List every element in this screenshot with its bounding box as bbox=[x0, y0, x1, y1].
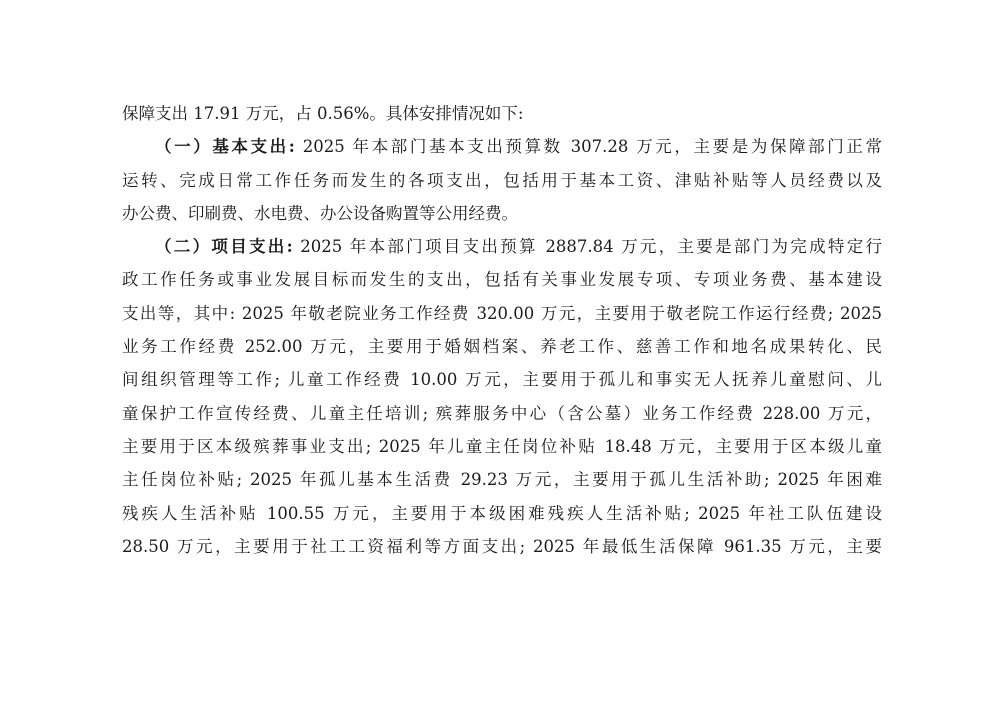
paragraph-line bbox=[122, 463, 882, 496]
body-text bbox=[122, 97, 882, 563]
line-text: 政工作任务或事业发展目标而发生的支出，包括有关事业发展专项、专项业务费、基本建设 bbox=[122, 270, 882, 290]
line-text: 运转、完成日常工作任务而发生的各项支出，包括用于基本工资、津贴补贴等人员经费以及 bbox=[122, 170, 882, 190]
line-text: 业务工作经费 252.00 万元，主要用于婚姻档案、养老工作、慈善工作和地名成果转化、民 bbox=[122, 337, 882, 357]
section-heading-basic-expenditure: （一）基本支出: bbox=[155, 137, 295, 157]
section-heading-project-expenditure: （二）项目支出: bbox=[155, 237, 293, 257]
paragraph-line bbox=[122, 230, 882, 263]
line-text: 童保护工作宣传经费、儿童主任培训; 殡葬服务中心（含公墓）业务工作经费 228.00 万元， bbox=[122, 403, 882, 423]
line-text: 2025 年本部门项目支出预算 2887.84 万元，主要是部门为完成特定行 bbox=[292, 237, 882, 257]
line-text: 主任岗位补贴; 2025 年孤儿基本生活费 29.23 万元，主要用于孤儿生活补助; 2025 年困难 bbox=[122, 470, 882, 490]
line-text: 2025 年本部门基本支出预算数 307.28 万元，主要是为保障部门正常 bbox=[294, 137, 882, 157]
line-text: 28.50 万元，主要用于社工工资福利等方面支出; 2025 年最低生活保障 961.35 万元，主要 bbox=[122, 536, 882, 556]
paragraph-line bbox=[122, 130, 882, 163]
paragraph-line bbox=[122, 363, 882, 396]
line-text: 保障支出 17.91 万元，占 0.56%。具体安排情况如下: bbox=[122, 104, 524, 123]
paragraph-line bbox=[122, 164, 882, 197]
paragraph-line bbox=[122, 97, 882, 130]
paragraph-line bbox=[122, 330, 882, 363]
line-text: 主要用于区本级殡葬事业支出; 2025 年儿童主任岗位补贴 18.48 万元，主要用于区本级儿童 bbox=[122, 436, 882, 456]
paragraph-line bbox=[122, 397, 882, 430]
paragraph-line bbox=[122, 197, 882, 230]
paragraph-line bbox=[122, 497, 882, 530]
line-text: 残疾人生活补贴 100.55 万元，主要用于本级困难残疾人生活补贴; 2025 年社工队伍建设 bbox=[122, 503, 882, 523]
line-text: 办公费、印刷费、水电费、办公设备购置等公用经费。 bbox=[122, 203, 518, 223]
paragraph-line bbox=[122, 430, 882, 463]
paragraph-line bbox=[122, 297, 882, 330]
line-text: 支出等，其中: 2025 年敬老院业务工作经费 320.00 万元，主要用于敬老院工作运行经费; 2025 bbox=[122, 303, 882, 323]
paragraph-line bbox=[122, 263, 882, 296]
line-text: 间组织管理等工作; 儿童工作经费 10.00 万元，主要用于孤儿和事实无人抚养儿童慰问、儿 bbox=[122, 370, 882, 390]
paragraph-line bbox=[122, 530, 882, 563]
